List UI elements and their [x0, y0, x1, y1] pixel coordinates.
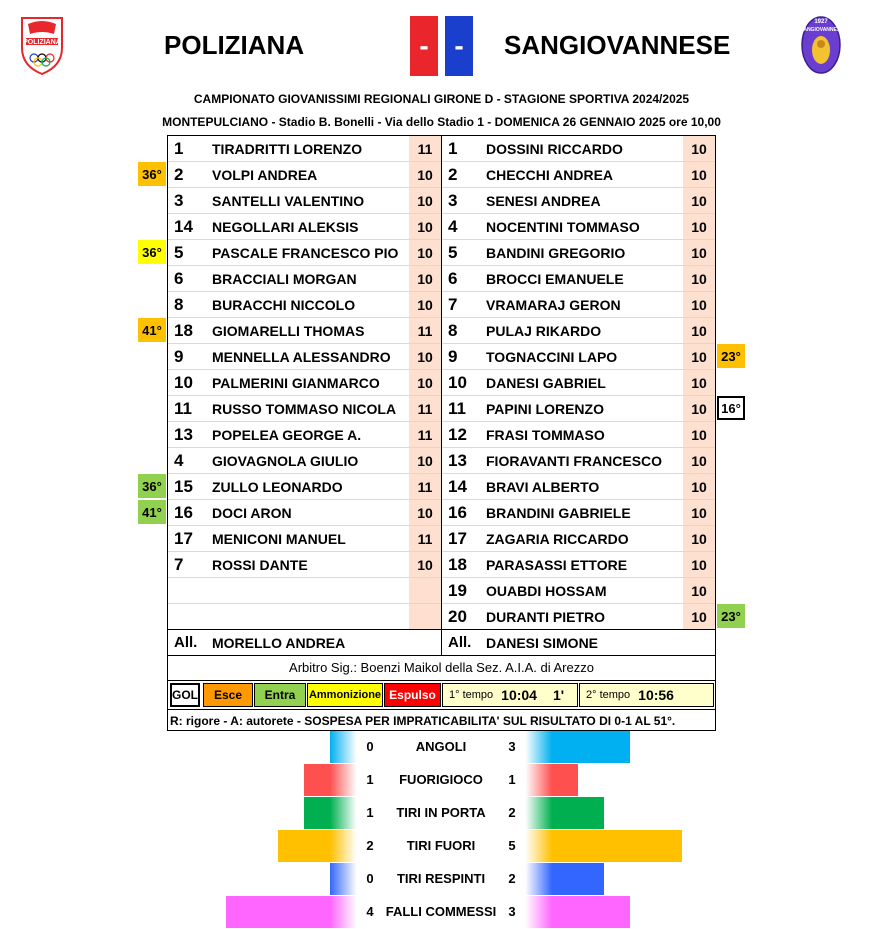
away-player-name: TOGNACCINI LAPO	[486, 349, 618, 365]
away-player-name: OUABDI HOSSAM	[486, 583, 607, 599]
away-player-name: VRAMARAJ GERON	[486, 297, 621, 313]
stat-row	[0, 863, 883, 895]
away-player-number: 6	[448, 269, 458, 288]
away-player-name: FIORAVANTI FRANCESCO	[486, 453, 663, 469]
stat-home-value: 4	[366, 904, 374, 919]
home-player-vote: 10	[409, 448, 441, 474]
away-player-number: 7	[448, 295, 458, 314]
stat-away-bar	[552, 896, 630, 928]
stat-away-value: 1	[508, 772, 516, 787]
away-player-number: 13	[448, 451, 467, 470]
away-player-vote: 10	[683, 292, 715, 318]
stat-home-bar	[304, 797, 330, 829]
stat-row	[0, 830, 883, 862]
away-player-number: 4	[448, 217, 458, 236]
away-player-name: PAPINI LORENZO	[486, 401, 604, 417]
stat-away-value: 5	[508, 838, 516, 853]
home-player-name: TIRADRITTI LORENZO	[212, 141, 363, 157]
team-divider	[441, 136, 442, 656]
stat-label: ANGOLI	[415, 739, 467, 754]
legend-row	[168, 681, 715, 709]
second-half-box	[579, 683, 714, 707]
legend-entra: Entra	[254, 683, 306, 707]
stat-home-value: 1	[366, 772, 374, 787]
stat-home-value: 1	[366, 805, 374, 820]
away-player-number: 12	[448, 425, 467, 444]
home-player-name: GIOVAGNOLA GIULIO	[212, 453, 359, 469]
legend-esce: Esce	[203, 683, 253, 707]
home-player-vote: 11	[409, 318, 441, 344]
home-player-number: 7	[174, 555, 184, 574]
first-half-label: 1° tempo	[449, 689, 494, 701]
away-player-vote: 10	[683, 136, 715, 162]
away-player-name: BANDINI GREGORIO	[486, 245, 626, 261]
home-player-name: ZULLO LEONARDO	[212, 479, 343, 495]
home-player-number: 18	[174, 321, 193, 340]
home-logo-text: POLIZIANA	[23, 39, 61, 46]
home-player-vote: 10	[409, 552, 441, 578]
away-player-number: 17	[448, 529, 467, 548]
away-player-vote: 10	[683, 526, 715, 552]
home-player-vote: 11	[409, 396, 441, 422]
away-player-vote: 10	[683, 422, 715, 448]
away-event-badge: 23°	[717, 604, 745, 628]
home-event-badge: 41°	[138, 318, 166, 342]
away-score: -	[445, 16, 473, 76]
home-player-name: SANTELLI VALENTINO	[212, 193, 365, 209]
home-score: -	[410, 16, 438, 76]
away-player-name: FRASI TOMMASO	[486, 427, 605, 443]
away-player-name: DURANTI PIETRO	[486, 609, 605, 625]
away-player-vote: 10	[683, 214, 715, 240]
home-player-number: 15	[174, 477, 193, 496]
legend-espulso: Espulso	[384, 683, 441, 707]
stat-center	[330, 764, 552, 796]
away-player-name: CHECCHI ANDREA	[486, 167, 614, 183]
home-player-name: PASCALE FRANCESCO PIO	[212, 245, 399, 261]
stat-label: FUORIGIOCO	[399, 772, 483, 787]
away-coach-name: DANESI SIMONE	[486, 635, 599, 651]
home-player-vote: 10	[409, 240, 441, 266]
home-player-number: 1	[174, 139, 184, 158]
away-player-vote: 10	[683, 552, 715, 578]
home-player-number	[174, 604, 208, 630]
stat-center	[330, 830, 552, 862]
home-player-number: 9	[174, 347, 184, 366]
home-player-name: MENNELLA ALESSANDRO	[212, 349, 391, 365]
away-player-vote: 10	[683, 396, 715, 422]
away-player-number: 2	[448, 165, 458, 184]
away-player-vote: 10	[683, 500, 715, 526]
away-player-vote: 10	[683, 344, 715, 370]
home-logo	[18, 14, 66, 76]
home-player-vote: 10	[409, 500, 441, 526]
home-coach-name: MORELLO ANDREA	[212, 635, 346, 651]
home-player-number: 13	[174, 425, 193, 444]
away-event-badge: 16°	[717, 396, 745, 420]
stat-row	[0, 731, 883, 763]
away-player-name: DANESI GABRIEL	[486, 375, 606, 391]
home-player-name: POPELEA GEORGE A.	[212, 427, 362, 443]
away-player-vote: 10	[683, 604, 715, 630]
stat-row	[0, 764, 883, 796]
stat-label: TIRI RESPINTI	[396, 871, 486, 886]
home-event-badge: 36°	[138, 162, 166, 186]
home-player-name: DOCI ARON	[212, 505, 292, 521]
home-player-number: 8	[174, 295, 184, 314]
stat-row	[0, 896, 883, 928]
stat-away-value: 3	[508, 904, 516, 919]
home-player-name: MENICONI MANUEL	[212, 531, 346, 547]
first-half-box	[442, 683, 578, 707]
home-player-name: BRACCIALI MORGAN	[212, 271, 357, 287]
stat-away-bar	[552, 764, 578, 796]
home-player-number: 3	[174, 191, 184, 210]
away-player-vote: 10	[683, 266, 715, 292]
home-player-vote	[409, 578, 441, 604]
away-player-name: BRANDINI GABRIELE	[486, 505, 631, 521]
away-logo-year: 1927	[814, 19, 828, 25]
away-player-number: 3	[448, 191, 458, 210]
stat-away-bar	[552, 863, 604, 895]
home-player-vote: 10	[409, 214, 441, 240]
away-player-vote: 10	[683, 578, 715, 604]
away-player-vote: 10	[683, 318, 715, 344]
referee-line: Arbitro Sig.: Boenzi Maikol della Sez. A.I.A. di Arezzo	[289, 660, 594, 675]
away-player-name: BRAVI ALBERTO	[486, 479, 600, 495]
away-player-vote: 10	[683, 474, 715, 500]
stat-row	[0, 797, 883, 829]
first-half-extra: 1'	[552, 687, 565, 703]
away-player-number: 11	[448, 399, 466, 418]
home-event-badge: 41°	[138, 500, 166, 524]
stat-away-value: 3	[508, 739, 516, 754]
away-player-number: 8	[448, 321, 458, 340]
home-player-name	[212, 578, 410, 604]
home-player-vote: 10	[409, 344, 441, 370]
away-player-name: SENESI ANDREA	[486, 193, 601, 209]
home-team-name: POLIZIANA	[164, 30, 305, 60]
away-player-name: ZAGARIA RICCARDO	[486, 531, 629, 547]
stat-away-bar	[552, 797, 604, 829]
away-player-vote: 10	[683, 240, 715, 266]
stat-center	[330, 797, 552, 829]
stat-away-bar	[552, 830, 682, 862]
stat-home-bar	[304, 764, 330, 796]
away-player-vote: 10	[683, 162, 715, 188]
home-player-number: 4	[174, 451, 184, 470]
stat-home-bar	[278, 830, 330, 862]
home-player-number: 11	[174, 399, 192, 418]
home-player-vote: 10	[409, 188, 441, 214]
home-player-number: 16	[174, 503, 193, 522]
match-notes: R: rigore - A: autorete - SOSPESA PER IMPRATICABILITA' SUL RISULTATO DI 0-1 AL 51°.	[170, 714, 676, 728]
stat-home-value: 0	[366, 739, 374, 754]
away-player-vote: 10	[683, 370, 715, 396]
home-player-name: BURACCHI NICCOLO	[212, 297, 356, 313]
away-player-vote: 10	[683, 188, 715, 214]
home-player-number: 2	[174, 165, 184, 184]
home-player-number: 5	[174, 243, 184, 262]
championship-title: CAMPIONATO GIOVANISSIMI REGIONALI GIRONE D - STAGIONE SPORTIVA 2024/2025	[193, 92, 690, 106]
home-player-vote: 11	[409, 474, 441, 500]
away-player-number: 1	[448, 139, 458, 158]
away-player-number: 19	[448, 581, 467, 600]
away-logo	[800, 14, 842, 76]
stat-label: TIRI FUORI	[406, 838, 476, 853]
stat-away-value: 2	[508, 805, 516, 820]
stat-away-value: 2	[508, 871, 516, 886]
home-coach-label: All.	[174, 634, 198, 651]
second-half-time: 10:56	[638, 687, 674, 703]
home-player-name: PALMERINI GIANMARCO	[212, 375, 380, 391]
away-event-badge: 23°	[717, 344, 745, 368]
stat-home-bar	[226, 896, 330, 928]
home-player-vote: 11	[409, 422, 441, 448]
lineups-table	[167, 135, 716, 731]
stat-home-value: 0	[366, 871, 374, 886]
away-player-name: PARASASSI ETTORE	[486, 557, 628, 573]
away-player-number: 16	[448, 503, 467, 522]
away-player-number: 9	[448, 347, 458, 366]
legend-ammonizione: Ammonizione	[307, 683, 383, 707]
venue-line: MONTEPULCIANO - Stadio B. Bonelli - Via dello Stadio 1 - DOMENICA 26 GENNAIO 2025 ore 10,00	[162, 115, 721, 129]
stat-label: TIRI IN PORTA	[396, 805, 486, 820]
home-player-vote: 11	[409, 136, 441, 162]
home-player-vote: 10	[409, 266, 441, 292]
home-player-vote: 10	[409, 292, 441, 318]
stat-label: FALLI COMMESSI	[385, 904, 497, 919]
away-logo-text: SANGIOVANNESE	[800, 27, 844, 33]
home-player-number	[174, 578, 208, 604]
away-player-number: 5	[448, 243, 458, 262]
away-player-number: 10	[448, 373, 467, 392]
home-player-vote: 11	[409, 526, 441, 552]
stat-center	[330, 863, 552, 895]
legend-gol: GOL	[170, 683, 200, 707]
home-event-badge: 36°	[138, 240, 166, 264]
away-player-name: DOSSINI RICCARDO	[486, 141, 623, 157]
second-half-label: 2° tempo	[586, 689, 631, 701]
stat-center	[330, 731, 552, 763]
away-player-name: PULAJ RIKARDO	[486, 323, 602, 339]
away-player-name: NOCENTINI TOMMASO	[486, 219, 640, 235]
stat-home-value: 2	[366, 838, 374, 853]
first-half-time: 10:04	[501, 687, 537, 703]
home-player-vote	[409, 604, 441, 630]
away-player-vote: 10	[683, 448, 715, 474]
away-team-name: SANGIOVANNESE	[504, 30, 731, 60]
home-player-number: 10	[174, 373, 193, 392]
home-player-number: 6	[174, 269, 184, 288]
home-player-name: GIOMARELLI THOMAS	[212, 323, 365, 339]
home-event-badge: 36°	[138, 474, 166, 498]
away-player-number: 18	[448, 555, 467, 574]
stat-center	[330, 896, 552, 928]
home-player-vote: 10	[409, 162, 441, 188]
home-player-name: RUSSO TOMMASO NICOLA	[212, 401, 397, 417]
home-player-name: ROSSI DANTE	[212, 557, 308, 573]
away-player-number: 20	[448, 607, 467, 626]
away-player-number: 14	[448, 477, 467, 496]
away-coach-label: All.	[448, 634, 472, 651]
away-player-name: BROCCI EMANUELE	[486, 271, 624, 287]
home-player-name: NEGOLLARI ALEKSIS	[212, 219, 359, 235]
home-player-name: VOLPI ANDREA	[212, 167, 318, 183]
stat-away-bar	[552, 731, 630, 763]
home-player-vote: 10	[409, 370, 441, 396]
home-player-name	[212, 604, 410, 630]
home-player-number: 17	[174, 529, 193, 548]
home-player-number: 14	[174, 217, 193, 236]
